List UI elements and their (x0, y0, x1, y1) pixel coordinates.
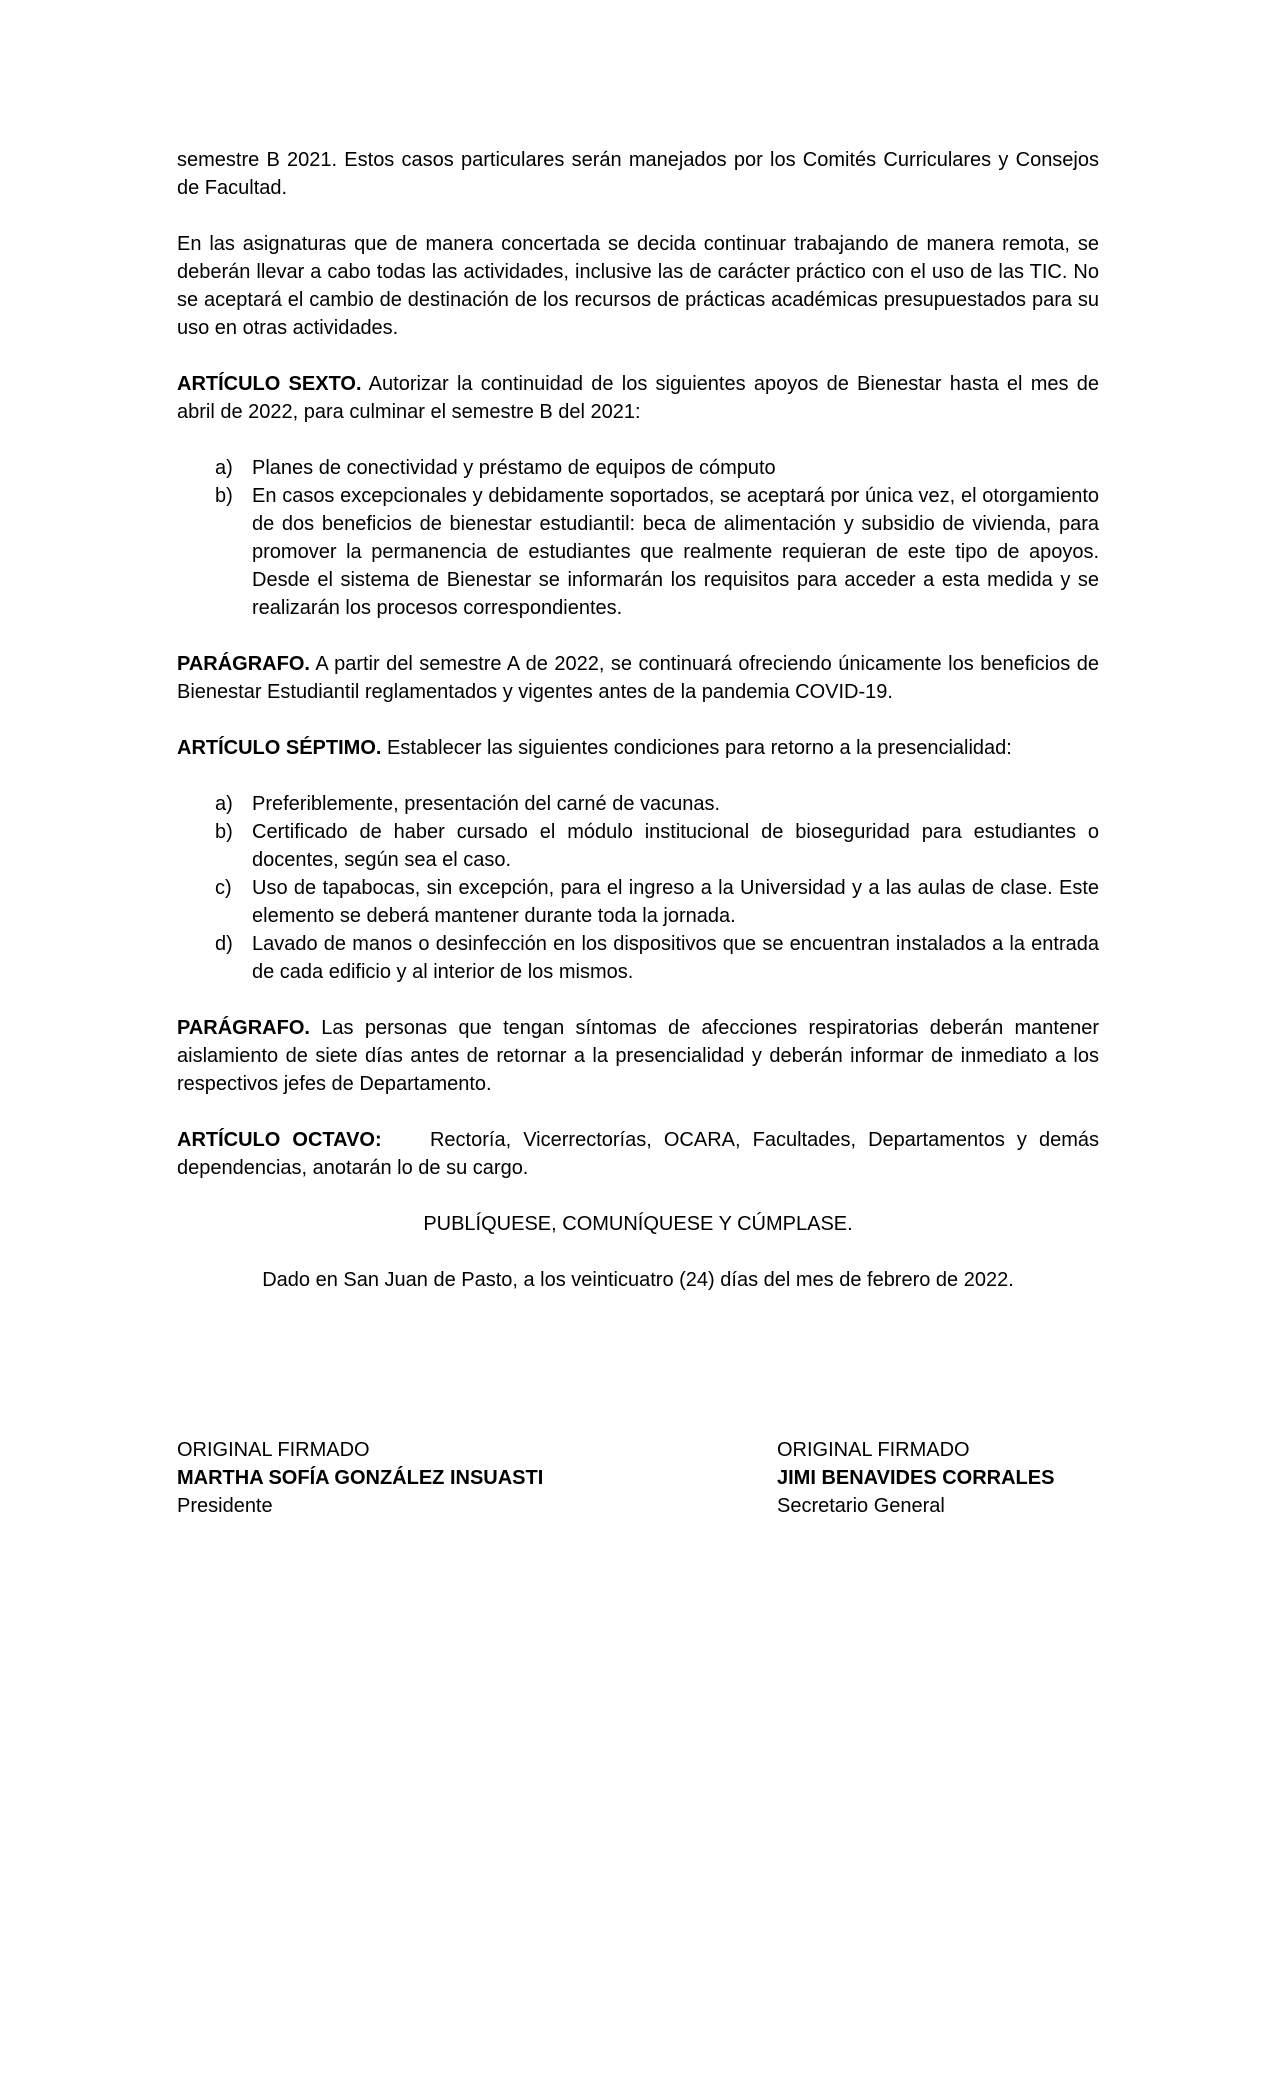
document-body (177, 146, 1105, 1322)
article-seventh-list (177, 790, 1099, 986)
article-eighth-text: Rectoría, Vicerrectorías, OCARA, Facultades, Departamentos y demás dependencias, anotarán lo de su cargo. (177, 1129, 1105, 1179)
article-seventh-heading: ARTÍCULO SÉPTIMO. (177, 737, 382, 759)
list-item (215, 930, 1099, 986)
list-marker: a) (215, 793, 233, 815)
paragraph-two (177, 1014, 1099, 1098)
list-item-text: Lavado de manos o desinfección en los dispositivos que se encuentran instalados a la entrada de cada edificio y al interior de los mismos. (252, 933, 1099, 983)
list-marker: b) (215, 821, 233, 843)
list-marker: b) (215, 485, 233, 507)
paragraph-one (177, 650, 1099, 706)
signature-status: ORIGINAL FIRMADO (777, 1439, 970, 1461)
list-item-text: Uso de tapabocas, sin excepción, para el ingreso a la Universidad y a las aulas de clase. Este elemento se deberá mantener durante toda la jornada. (252, 877, 1099, 927)
article-seventh (177, 734, 1099, 762)
signatory-name: MARTHA SOFÍA GONZÁLEZ INSUASTI (177, 1467, 544, 1489)
list-item-text: En casos excepcionales y debidamente soportados, se aceptará por única vez, el otorgamiento de dos beneficios de bienestar estudiantil: beca de alimentación y subsidio de vivienda, para promover la permanencia de estudiantes que realmente requieran de este tipo de apoyos. Desde el sistema de Bienestar se informarán los requisitos para acceder a esta medida y se realizarán los procesos correspondientes. (252, 485, 1099, 619)
list-item (215, 482, 1099, 622)
signature-right (777, 1436, 1054, 1520)
list-item-text: Preferiblemente, presentación del carné de vacunas. (252, 793, 721, 815)
list-item-text: Planes de conectividad y préstamo de equipos de cómputo (252, 457, 776, 479)
article-sixth (177, 370, 1099, 426)
remote-activities-paragraph: En las asignaturas que de manera concertada se decida continuar trabajando de manera remota, se deberán llevar a cabo todas las actividades, inclusive las de carácter práctico con el uso de las TIC. No se aceptará el cambio de destinación de los recursos de prácticas académicas presupuestados para su uso en otras actividades. (177, 233, 1099, 339)
list-item (215, 874, 1099, 930)
dated-line: Dado en San Juan de Pasto, a los veinticuatro (24) días del mes de febrero de 2022. (262, 1269, 1014, 1291)
article-eighth (177, 1126, 1105, 1182)
article-sixth-list (177, 454, 1099, 622)
closing-formula: PUBLÍQUESE, COMUNÍQUESE Y CÚMPLASE. (423, 1213, 853, 1235)
list-marker: c) (215, 877, 232, 899)
list-item-text: Certificado de haber cursado el módulo institucional de bioseguridad para estudiantes o docentes, según sea el caso. (252, 821, 1099, 871)
list-marker: a) (215, 457, 233, 479)
article-seventh-text: Establecer las siguientes condiciones para retorno a la presencialidad: (381, 737, 1012, 759)
signatory-role: Secretario General (777, 1495, 945, 1517)
signature-status: ORIGINAL FIRMADO (177, 1439, 370, 1461)
intro-paragraph: semestre B 2021. Estos casos particulares serán manejados por los Comités Curriculares y Consejos de Facultad. (177, 149, 1099, 199)
list-item (215, 454, 1099, 482)
signature-left (177, 1436, 543, 1520)
article-sixth-text: Autorizar la continuidad de los siguientes apoyos de Bienestar hasta el mes de abril de 2022, para culminar el semestre B del 2021: (177, 373, 1099, 423)
list-marker: d) (215, 933, 233, 955)
paragraph-two-heading: PARÁGRAFO. (177, 1017, 310, 1039)
signatory-name: JIMI BENAVIDES CORRALES (777, 1467, 1055, 1489)
paragraph-one-heading: PARÁGRAFO. (177, 653, 310, 675)
article-sixth-heading: ARTÍCULO SEXTO. (177, 373, 362, 395)
signatory-role: Presidente (177, 1495, 273, 1517)
list-item (215, 818, 1099, 874)
list-item (215, 790, 1099, 818)
article-eighth-heading: ARTÍCULO OCTAVO: (177, 1129, 382, 1151)
paragraph-one-text: A partir del semestre A de 2022, se continuará ofreciendo únicamente los beneficios de Bienestar Estudiantil reglamentados y vigentes antes de la pandemia COVID-19. (177, 653, 1099, 703)
paragraph-two-text: Las personas que tengan síntomas de afecciones respiratorias deberán mantener aislamiento de siete días antes de retornar a la presencialidad y deberán informar de inmediato a los respectivos jefes de Departamento. (177, 1017, 1099, 1095)
